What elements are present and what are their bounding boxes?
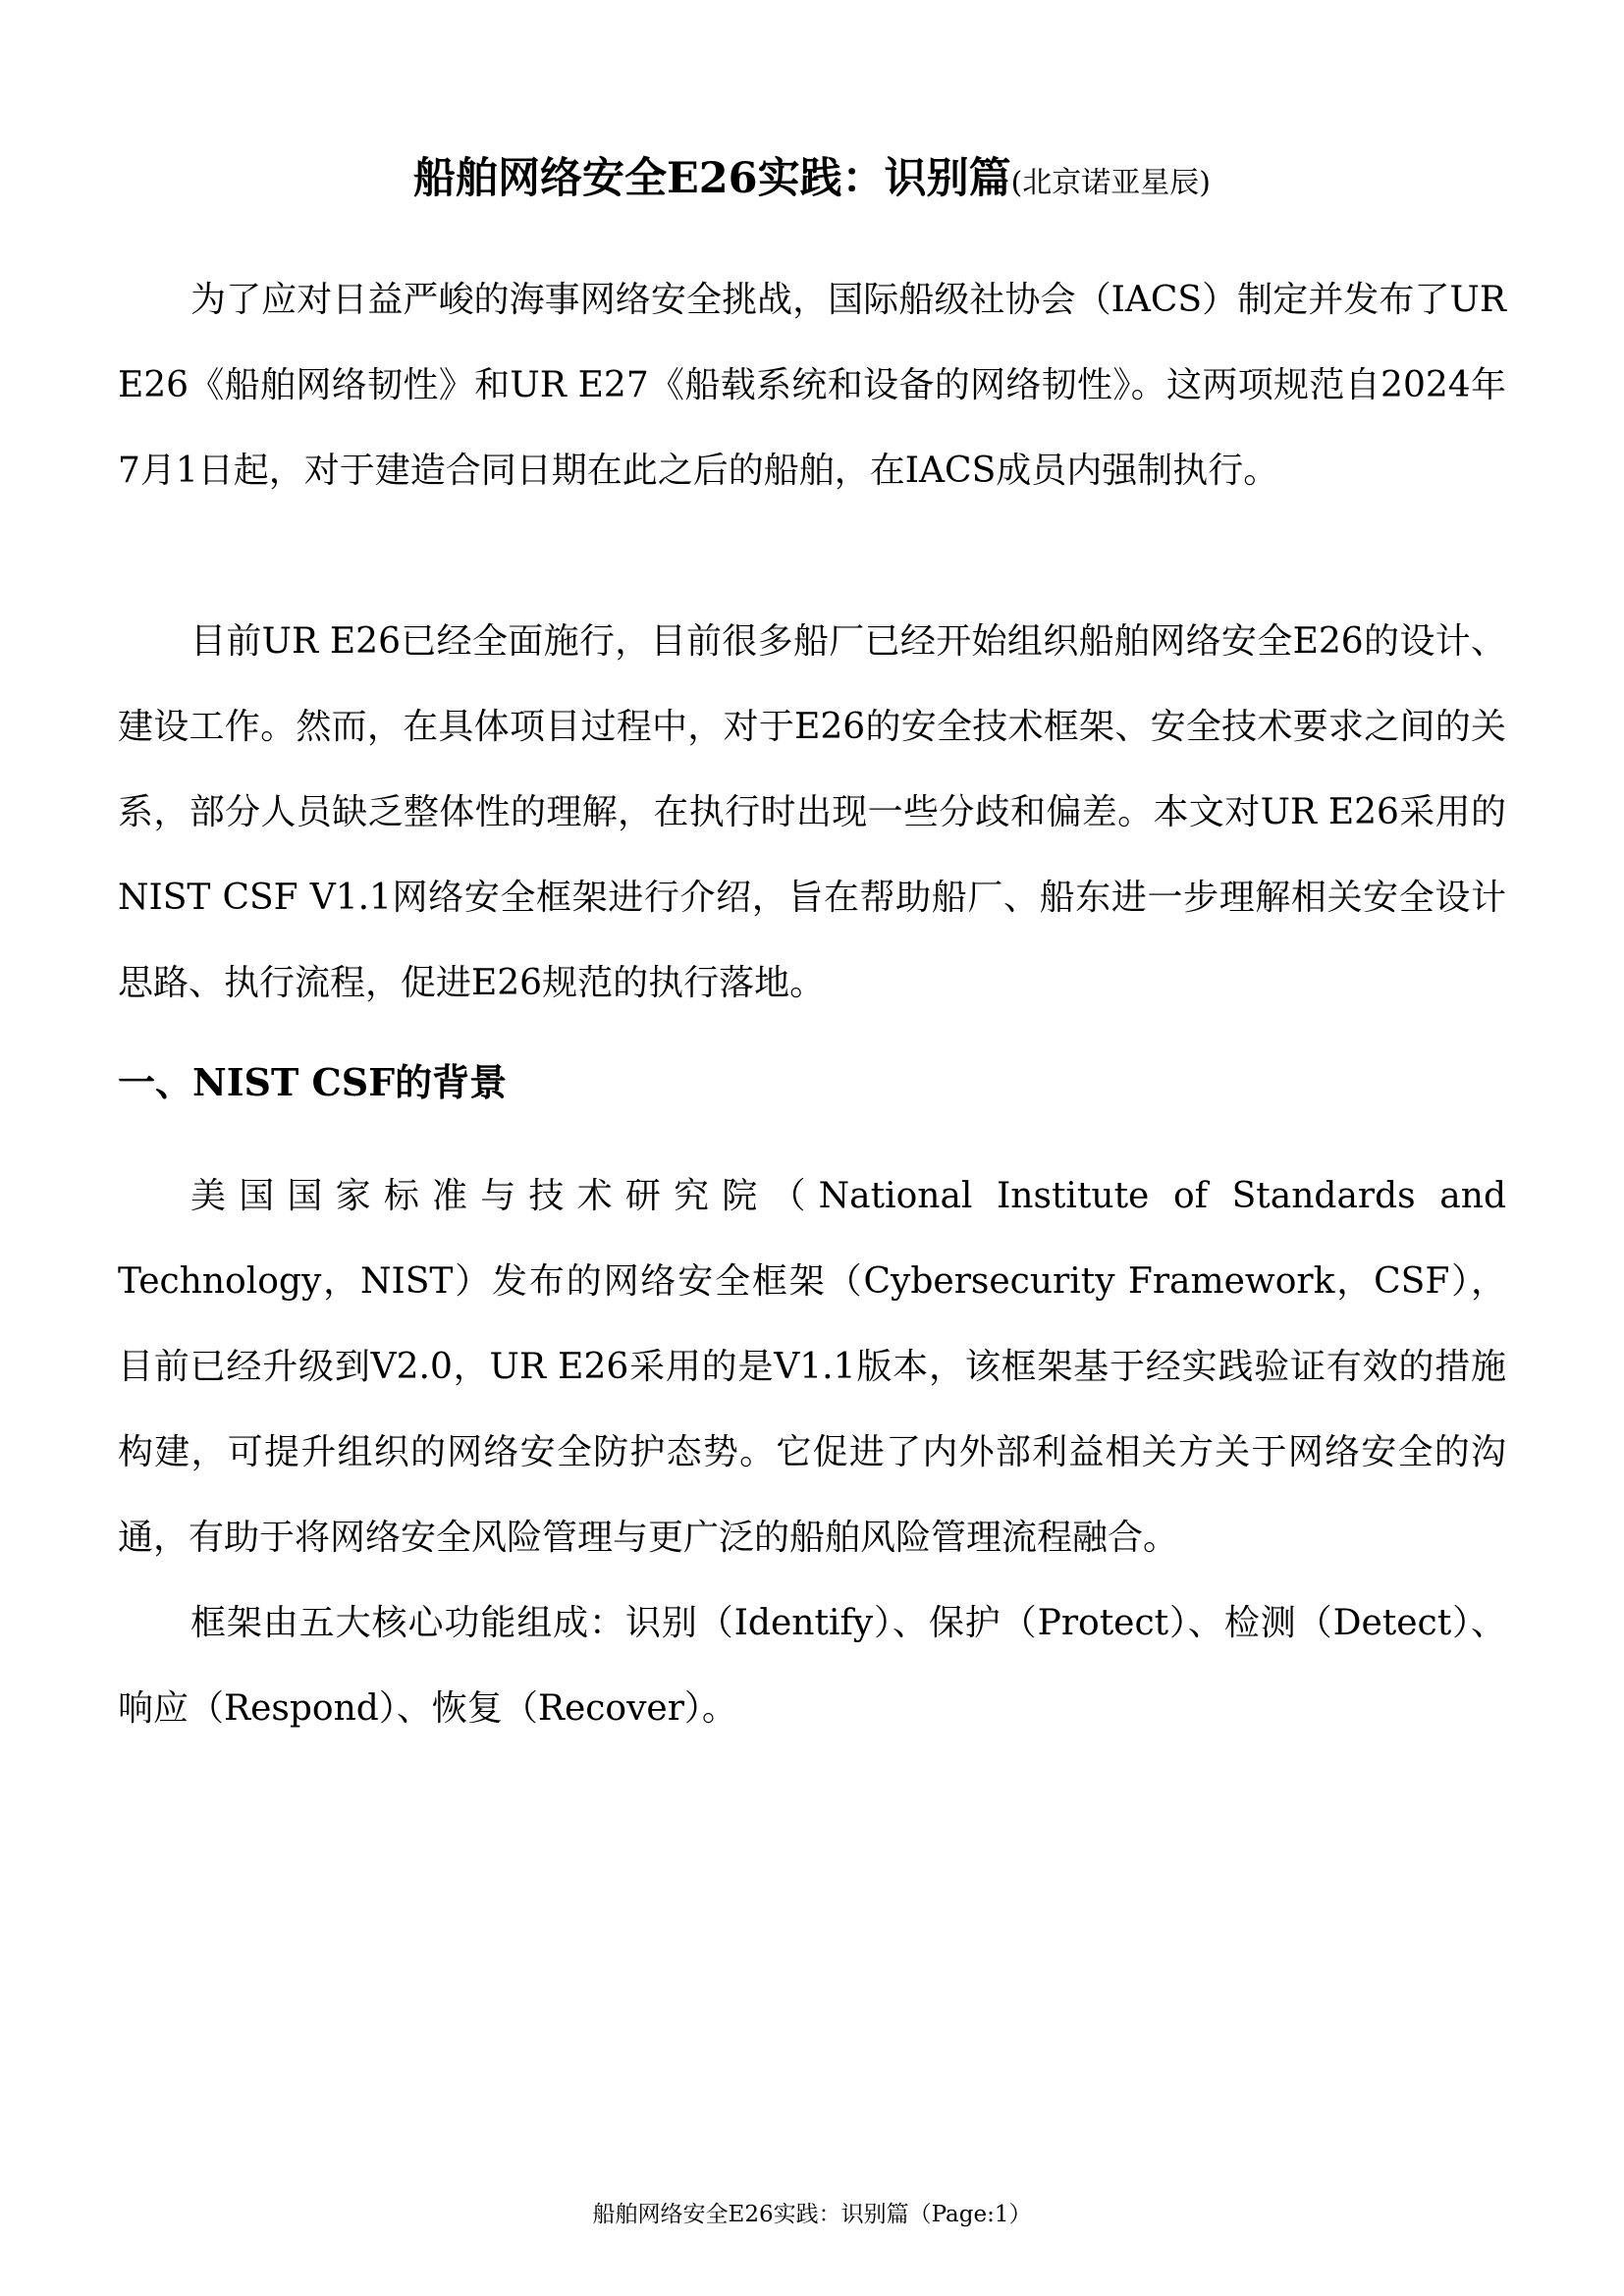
section-paragraph-2: 框架由五大核心功能组成：识别（Identify）、保护（Protect）、检测（Detect）、响应（Respond）、恢复（Recover）。 bbox=[118, 1603, 1506, 1729]
title-suffix: (北京诺亚星辰) bbox=[1010, 166, 1212, 200]
intro-paragraph-1: 为了应对日益严峻的海事网络安全挑战，国际船级社协会（IACS）制定并发布了UR E26《船舶网络韧性》和UR E27《船载系统和设备的网络韧性》。这两项规范自2024年7月1日起，对于建造合同日期在此之后的船舶，在IACS成员内强制执行。 bbox=[118, 280, 1506, 491]
intro-paragraph-2: 目前UR E26已经全面施行，目前很多船厂已经开始组织船舶网络安全E26的设计、建设工作。然而，在具体项目过程中，对于E26的安全技术框架、安全技术要求之间的关系，部分人员缺乏整体性的理解，在执行时出现一些分歧和偏差。本文对UR E26采用的NIST CSF V1.1网络安全框架进行介绍，旨在帮助船厂、船东进一步理解相关安全设计思路、执行流程，促进E26规范的执行落地。 bbox=[118, 621, 1506, 1003]
section-heading: 一、NIST CSF的背景 bbox=[118, 1060, 508, 1104]
page-footer: 船舶网络安全E26实践：识别篇（Page:1） bbox=[592, 2202, 1032, 2227]
title-main: 船舶网络安全E26实践：识别篇 bbox=[412, 154, 1011, 203]
document-title bbox=[118, 149, 1506, 213]
section-paragraph-1: 美国国家标准与技术研究院（National Institute of Standards and Technology，NIST）发布的网络安全框架（Cybersecurity Framework，CSF），目前已经升级到V2.0，UR E26采用的是V1.1版本，该框架基于经实践验证有效的措施构建，可提升组织的网络安全防护态势。它促进了内外部利益相关方关于网络安全的沟通，有助于将网络安全风险管理与更广泛的船舶风险管理流程融合。 bbox=[118, 1176, 1506, 1558]
